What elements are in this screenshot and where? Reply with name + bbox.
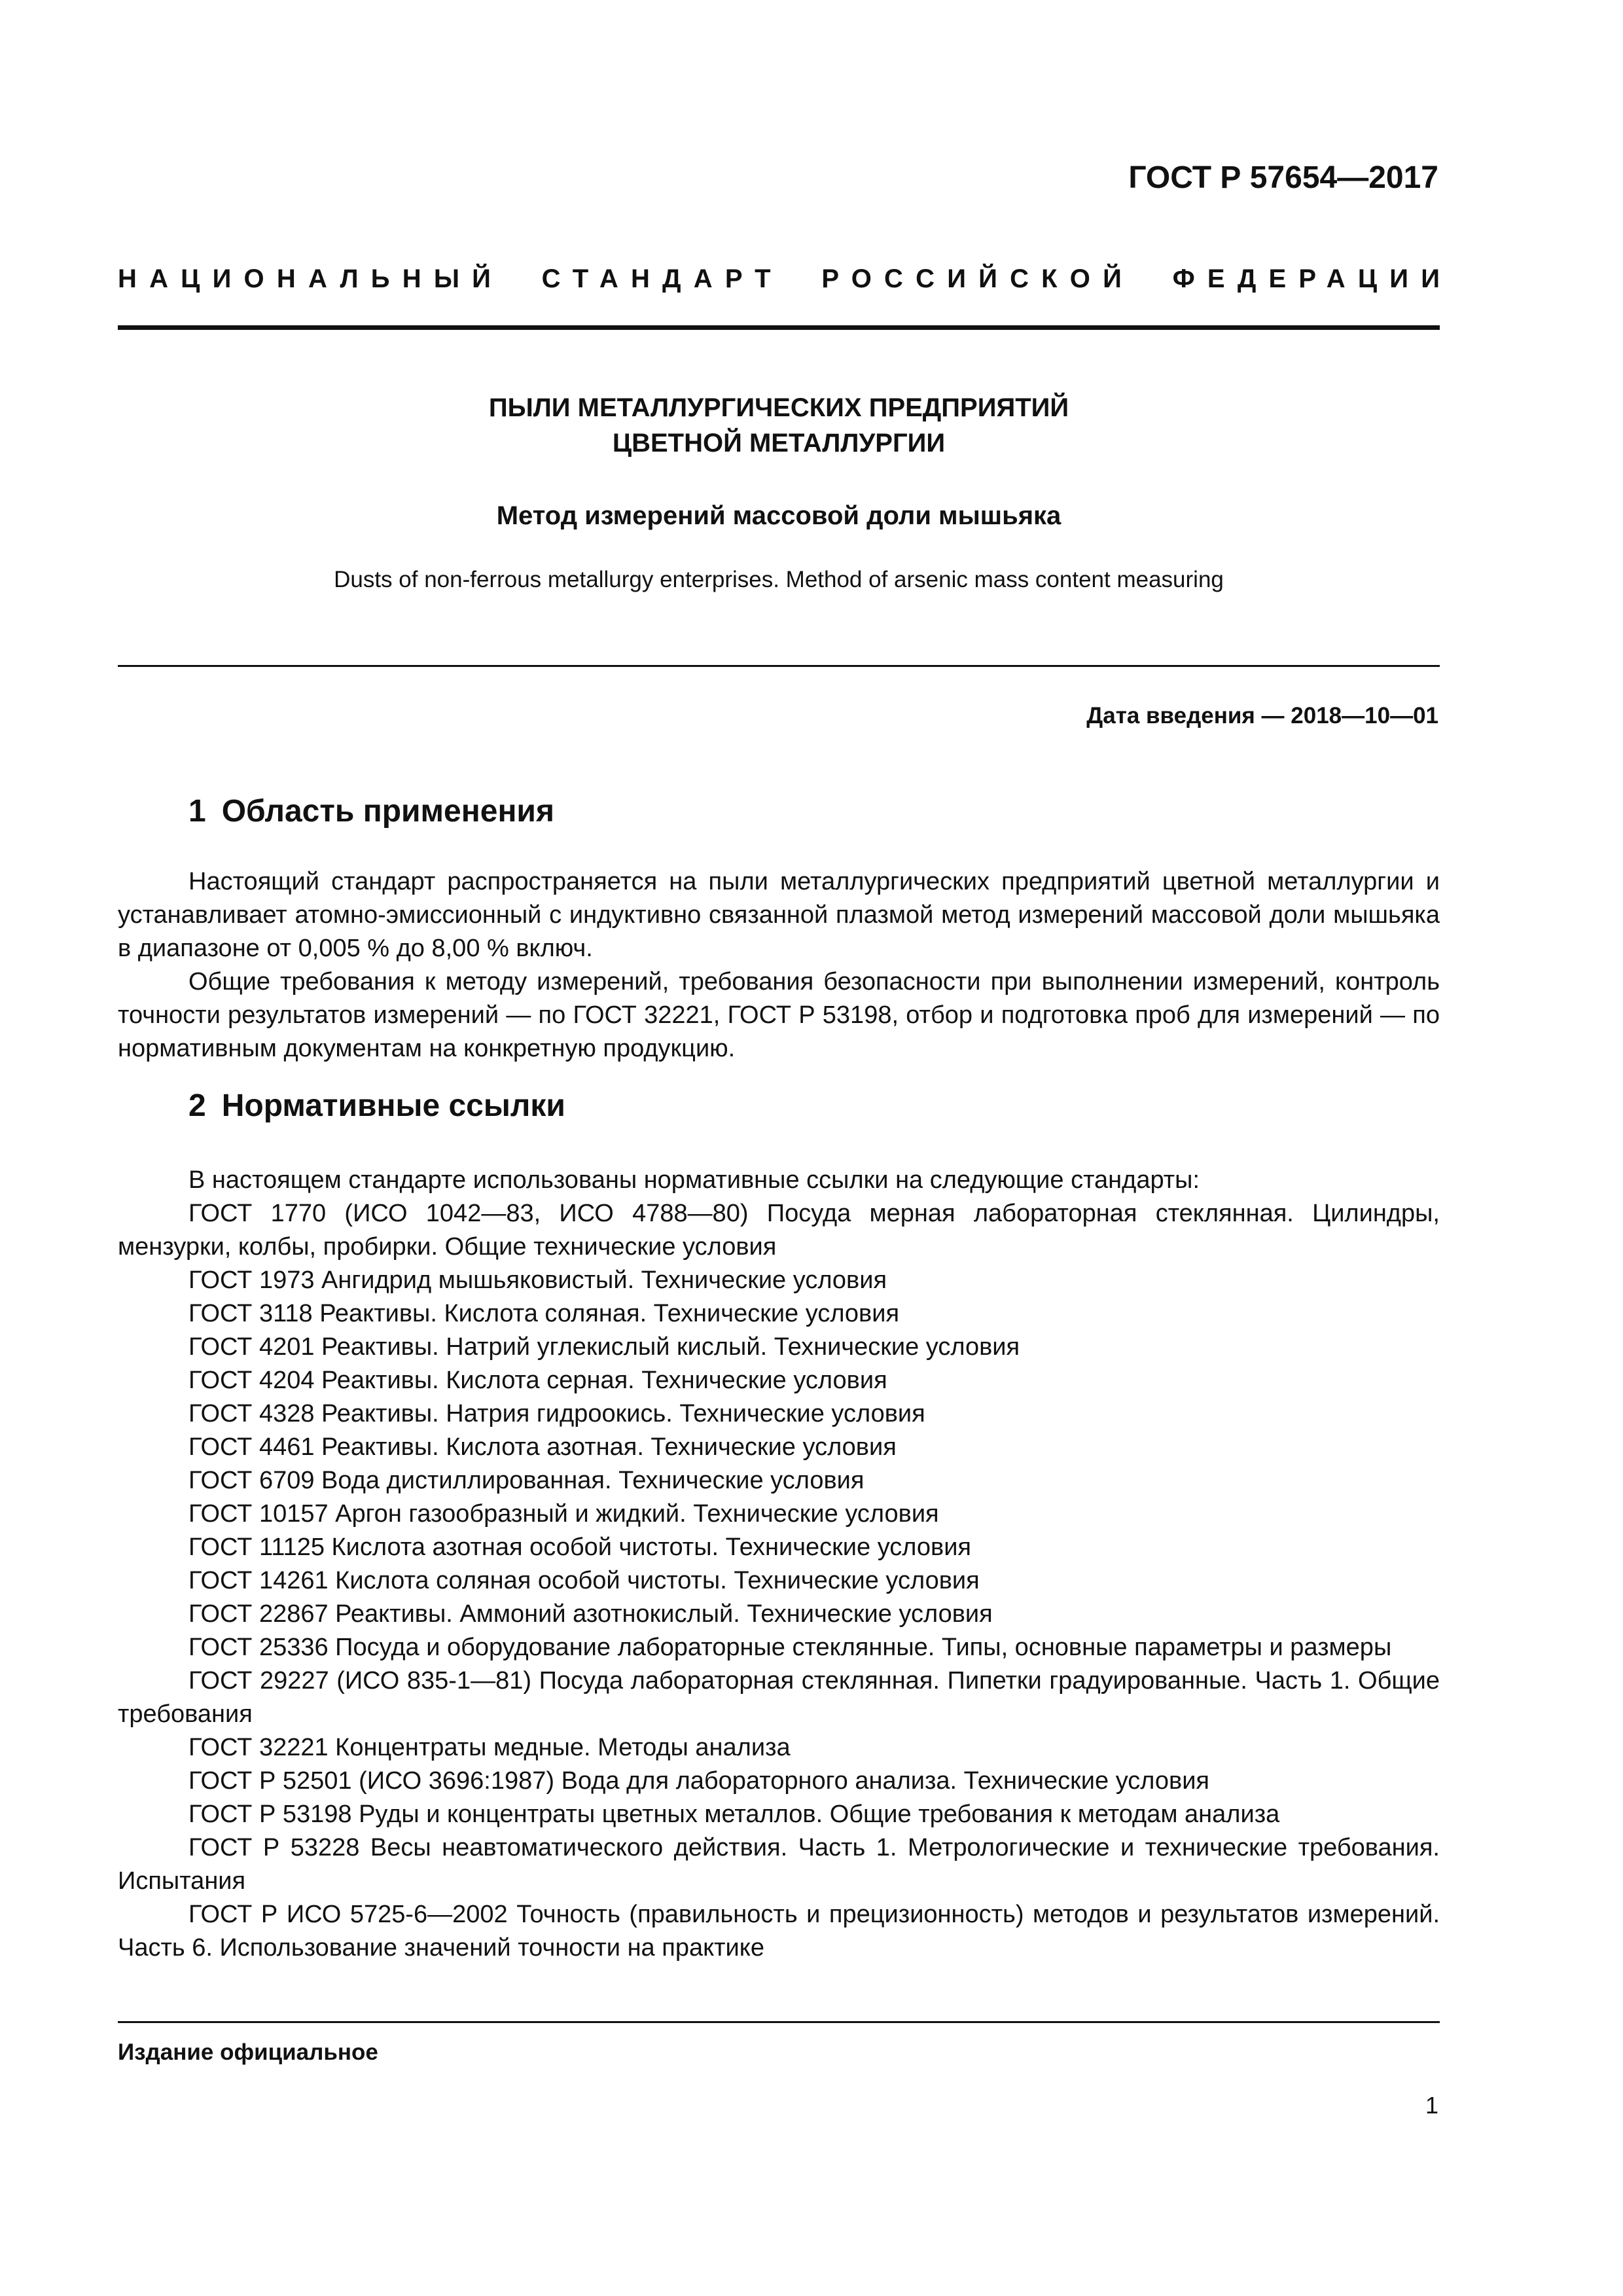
reference-item: ГОСТ 1770 (ИСО 1042—83, ИСО 4788—80) Посуда мерная лабораторная стеклянная. Цилиндры, мензурки, колбы, пробирки. Общие технические условия (118, 1200, 1440, 1261)
header-divider (118, 325, 1440, 330)
reference-item: ГОСТ 29227 (ИСО 835-1—81) Посуда лабораторная стеклянная. Пипетки градуированные. Часть 1. Общие требования (118, 1667, 1440, 1728)
reference-item: ГОСТ 4204 Реактивы. Кислота серная. Технические условия (188, 1367, 887, 1394)
section-2-heading (188, 1088, 565, 1124)
official-edition-label: Издание официальное (118, 2039, 378, 2065)
reference-item: ГОСТ 4201 Реактивы. Натрий углекислый кислый. Технические условия (188, 1333, 1020, 1361)
title-divider (118, 665, 1440, 667)
reference-item: ГОСТ 32221 Концентраты медные. Методы анализа (188, 1734, 791, 1761)
page-number: 1 (1425, 2092, 1438, 2119)
reference-item: ГОСТ 14261 Кислота соляная особой чистоты. Технические условия (188, 1567, 980, 1594)
introduction-date: Дата введения — 2018—10—01 (1086, 703, 1438, 728)
section-2-body (118, 1164, 1440, 1965)
reference-item: ГОСТ 11125 Кислота азотная особой чистоты. Технические условия (188, 1534, 971, 1561)
reference-item: ГОСТ 22867 Реактивы. Аммоний азотнокислый. Технические условия (188, 1600, 993, 1628)
reference-item: ГОСТ 6709 Вода дистиллированная. Технические условия (188, 1467, 865, 1494)
reference-item: ГОСТ Р ИСО 5725-6—2002 Точность (правильность и прецизионность) методов и результатов измерений. Часть 6. Использование значений точности на практике (118, 1901, 1440, 1962)
paragraph: Общие требования к методу измерений, требования безопасности при выполнении измерений, контроль точности результатов измерений — по ГОСТ 32221, ГОСТ Р 53198, отбор и подготовка проб для измерений — по нормативным документам на конкретную продукцию. (118, 968, 1440, 1062)
english-title: Dusts of non-ferrous metallurgy enterprises. Method of arsenic mass content measuring (334, 567, 1224, 592)
national-standard-title (118, 264, 1453, 294)
national-title-word: НАЦИОНАЛЬНЫЙ (118, 264, 504, 293)
standard-title-line-1: ПЫЛИ МЕТАЛЛУРГИЧЕСКИХ ПРЕДПРИЯТИЙ (488, 393, 1069, 422)
section-2-number: 2 (188, 1088, 206, 1123)
national-title-word: СТАНДАРТ (541, 264, 783, 293)
reference-item: ГОСТ 25336 Посуда и оборудование лабораторные стеклянные. Типы, основные параметры и размеры (188, 1634, 1392, 1661)
section-1-body (118, 865, 1440, 1066)
reference-item: ГОСТ 4328 Реактивы. Натрия гидроокись. Технические условия (188, 1400, 925, 1427)
section-1-title: Область применения (221, 794, 554, 829)
reference-item: ГОСТ Р 53198 Руды и концентраты цветных металлов. Общие требования к методам анализа (188, 1801, 1280, 1828)
document-number: ГОСТ Р 57654—2017 (1128, 160, 1438, 195)
reference-item: ГОСТ 4461 Реактивы. Кислота азотная. Технические условия (188, 1433, 897, 1461)
standard-title-line-2: ЦВЕТНОЙ МЕТАЛЛУРГИИ (612, 429, 946, 458)
section-2-title: Нормативные ссылки (221, 1088, 565, 1123)
reference-item: ГОСТ Р 52501 (ИСО 3696:1987) Вода для лабораторного анализа. Технические условия (188, 1767, 1210, 1795)
national-title-word: ФЕДЕРАЦИИ (1172, 264, 1453, 293)
reference-item: ГОСТ 3118 Реактивы. Кислота соляная. Технические условия (188, 1300, 900, 1327)
references-intro: В настоящем стандарте использованы нормативные ссылки на следующие стандарты: (188, 1166, 1200, 1194)
footer-divider (118, 2021, 1440, 2023)
reference-item: ГОСТ 10157 Аргон газообразный и жидкий. Технические условия (188, 1500, 939, 1528)
reference-item: ГОСТ 1973 Ангидрид мышьяковистый. Технические условия (188, 1266, 887, 1294)
paragraph: Настоящий стандарт распространяется на пыли металлургических предприятий цветной металлургии и устанавливает атомно-эмиссионный с индуктивно связанной плазмой метод измерений массовой доли мышьяка в диапазоне от 0,005 % до 8,00 % включ. (118, 868, 1440, 962)
reference-item: ГОСТ Р 53228 Весы неавтоматического действия. Часть 1. Метрологические и технические требования. Испытания (118, 1834, 1440, 1895)
standard-title (118, 390, 1440, 461)
national-title-word: РОССИЙСКОЙ (821, 264, 1135, 293)
section-1-heading (188, 793, 554, 829)
section-1-number: 1 (188, 794, 206, 829)
standard-subtitle: Метод измерений массовой доли мышьяка (496, 501, 1061, 530)
